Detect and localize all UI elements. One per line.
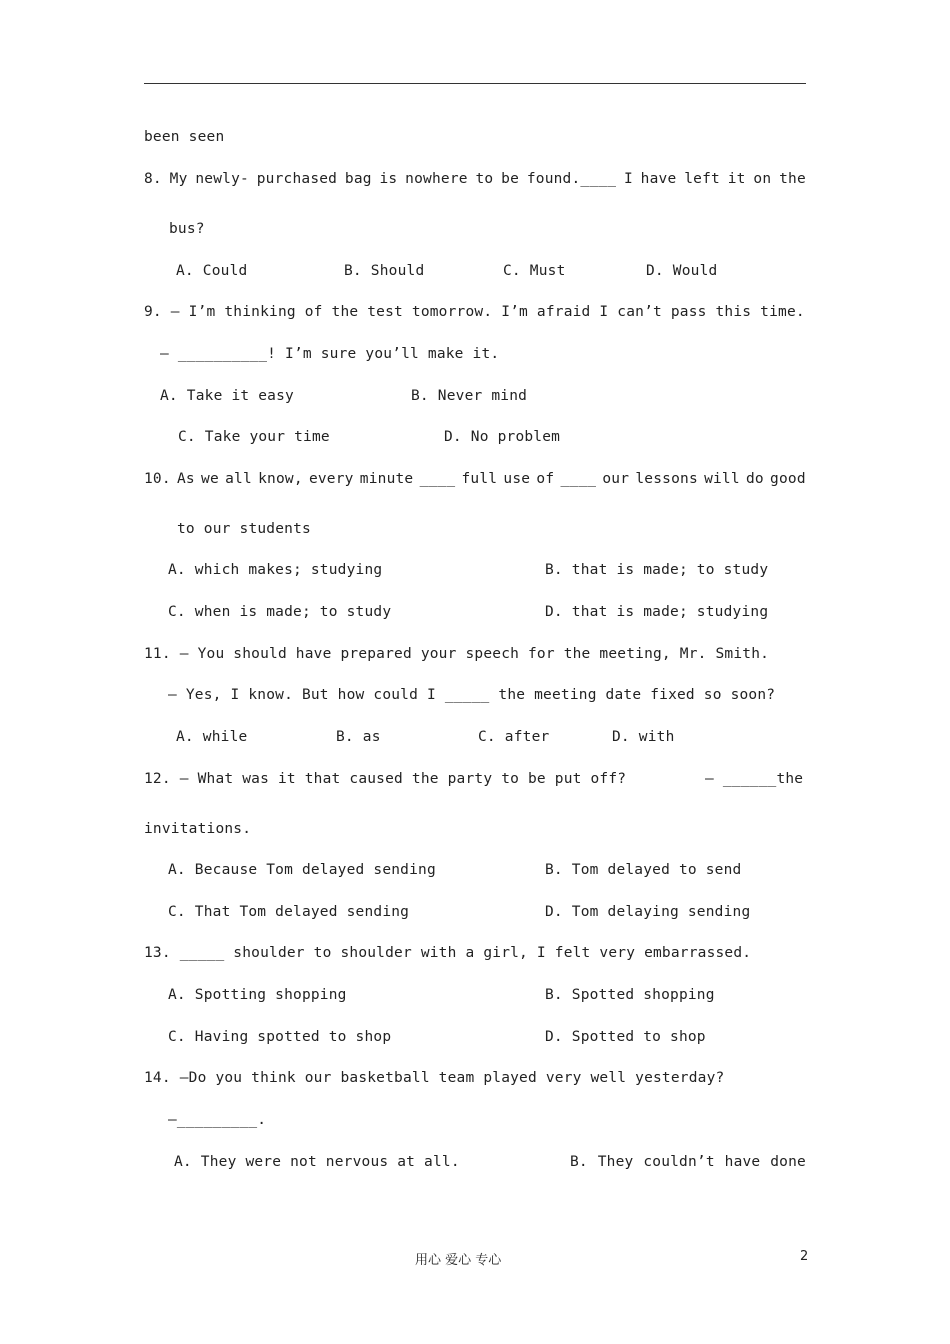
word: They [597,1154,634,1170]
word: I [623,171,633,187]
word: all [225,471,252,487]
text-line: bus? [169,221,205,237]
word: full [461,471,498,487]
option-a: A. Spotting shopping [168,987,347,1003]
question-14-stem: 14. —Do you think our basketball team played very well yesterday? [144,1070,725,1086]
word: will [704,471,740,487]
question-8-stem [144,170,806,188]
option-d: D. Would [646,263,718,279]
word: it [727,171,746,187]
option-b: B. Never mind [411,388,528,404]
word: minute [359,471,414,487]
word: couldn’t [643,1154,715,1170]
word: know, [258,471,303,487]
word: My [169,171,188,187]
word: nowhere [405,171,468,187]
word: lessons [635,471,698,487]
option-c: C. Having spotted to shop [168,1029,392,1045]
option-d: D. No problem [444,429,561,445]
option-a: A. while [176,729,248,745]
word: purchased [256,171,338,187]
option-b: B. as [336,729,381,745]
word: have [640,171,677,187]
word: on [753,171,772,187]
word: As [176,471,195,487]
word: is [379,171,398,187]
word: bag [344,171,372,187]
word: our [602,471,630,487]
word: left [684,171,720,187]
word: have [724,1154,761,1170]
word: good [770,471,806,487]
option-d: D. Spotted to shop [545,1029,706,1045]
option-d: D. that is made; studying [545,604,769,620]
question-14-reply: —_________. [168,1112,267,1128]
option-a: A. They were not nervous at all. [174,1154,460,1170]
word: 10. [144,471,171,487]
word: to [475,171,494,187]
text-line: invitations. [144,821,252,837]
option-a: A. Could [176,263,248,279]
word: ____ [560,471,597,487]
word: do [745,471,764,487]
word: the [779,171,806,187]
question-10-stem [144,470,806,488]
option-c: C. That Tom delayed sending [168,904,410,920]
question-11-stem: 11. — You should have prepared your speech for the meeting, Mr. Smith. [144,646,770,662]
word: use [503,471,531,487]
option-c: C. Must [503,263,566,279]
word: be [501,171,520,187]
question-13-stem: 13. _____ shoulder to shoulder with a girl, I felt very embarrassed. [144,945,752,961]
page-number: 2 [800,1249,809,1264]
text-line: been seen [144,129,225,145]
option-b: B. Spotted shopping [545,987,715,1003]
option-d: D. Tom delaying sending [545,904,751,920]
word: we [201,471,219,487]
option-a: A. Take it easy [160,388,294,404]
option-c: C. Take your time [178,429,330,445]
option-a: A. Because Tom delayed sending [168,862,436,878]
header-rule [144,83,806,84]
option-b [570,1153,806,1171]
word: every [308,471,354,487]
option-b: B. Tom delayed to send [545,862,742,878]
word: ____ [419,471,456,487]
option-a: A. which makes; studying [168,562,383,578]
question-9-stem: 9. — I’m thinking of the test tomorrow. I’m afraid I can’t pass this time. [144,304,805,320]
option-c: C. after [478,729,550,745]
text-line: to our students [177,521,311,537]
word: done [770,1154,806,1170]
option-c: C. when is made; to study [168,604,392,620]
word: 8. [144,171,162,187]
footer-slogan: 用心 爱心 专心 [415,1253,502,1268]
word: found.____ [526,171,617,187]
question-12-stem: 12. — What was it that caused the party to be put off? [144,771,627,787]
word: newly- [195,171,249,187]
option-b: B. that is made; to study [545,562,769,578]
option-b: B. Should [344,263,425,279]
question-12-reply: — ______the [705,771,804,787]
word: B. [570,1154,588,1170]
question-9-reply: — __________! I’m sure you’ll make it. [160,346,500,362]
question-11-reply: — Yes, I know. But how could I _____ the meeting date fixed so soon? [168,687,776,703]
option-d: D. with [612,729,675,745]
word: of [536,471,555,487]
